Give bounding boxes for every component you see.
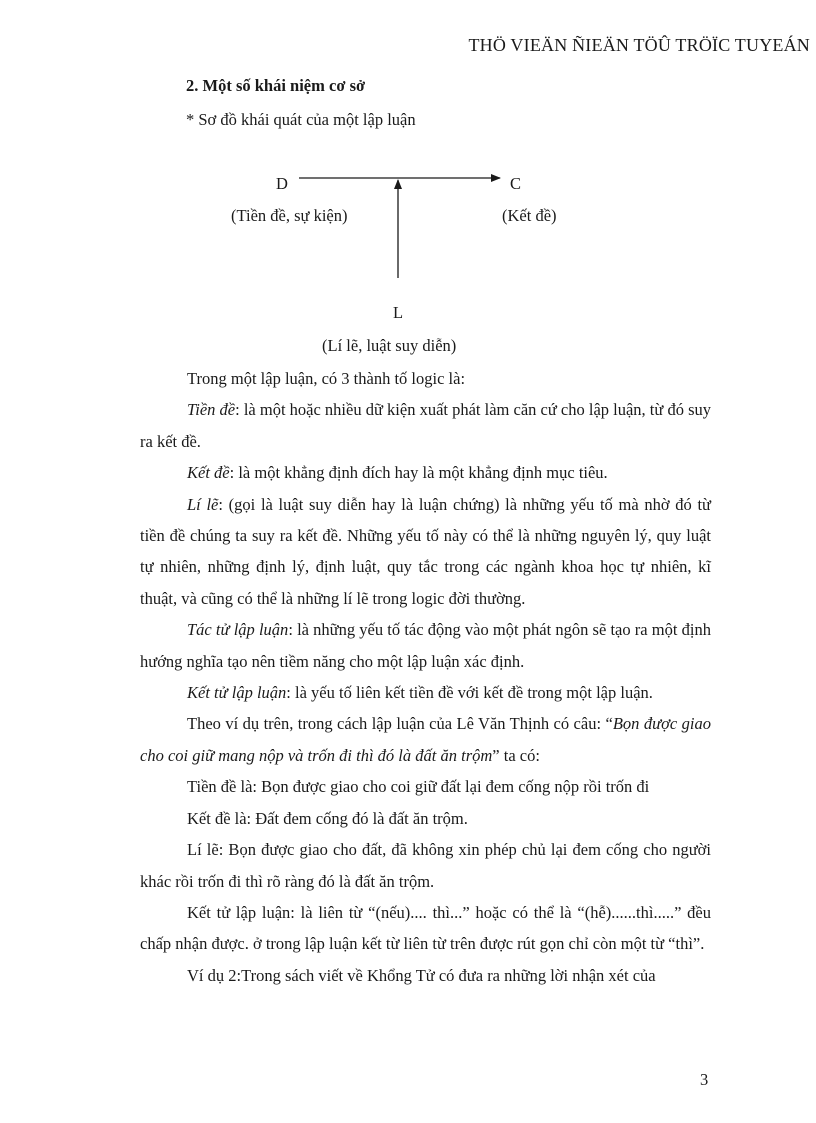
paragraph: Tiền đề là: Bọn được giao cho coi giữ đất lại đem cống nộp rồi trốn đi [187,777,650,797]
diagram-d-caption: (Tiền đề, sự kiện) [231,206,348,225]
paragraph: Theo ví dụ trên, trong cách lập luận của Lê Văn Thịnh có câu: “Bọn được giao cho coi giữ mang nộp và trốn đi thì đó là đất ăn trộm” ta có: [140,714,711,765]
paragraph: Kết tử lập luận: là liên từ “(nếu).... thì...” hoặc có thể là “(hễ)......thì.....” đều chấp nhận được. ở trong lập luận kết từ liên từ trên được rút gọn chỉ còn một từ “thì”. [140,902,711,954]
section-subheading: * Sơ đồ khái quát của một lập luận [186,110,416,129]
term: Lí lẽ [187,494,219,514]
diagram-d-label: D [276,174,288,193]
paragraph: Kết đề là: Đất đem cống đó là đất ăn trộm. [187,808,468,828]
diagram-l-caption: (Lí lẽ, luật suy diễn) [322,336,457,355]
body-text [140,363,711,991]
paragraph: Tác tử lập luận: là những yếu tố tác động vào một phát ngôn sẽ tạo ra một định hướng nghĩa tạo nên tiềm năng cho một lập luận xác định. [140,620,711,671]
paragraph: Lí lẽ: (gọi là luật suy diễn hay là luận chứng) là những yếu tố mà nhờ đó từ tiền đề chúng ta suy ra kết đề. Những yếu tố này có thể là những nguyên lý, quy luật tự nhiên, những định lý, định luật, quy tắc trong các ngành khoa học tự nhiên, kĩ thuật, và cũng có thể là những lí lẽ trong logic đời thường. [140,494,711,608]
term: Tác tử lập luận [187,620,289,640]
paragraph: Ví dụ 2:Trong sách viết về Khổng Tử có đưa ra những lời nhận xét của [187,965,656,985]
diagram-l-label: L [393,303,404,322]
page-number: 3 [700,1070,709,1089]
paragraph: Tiền đề: là một hoặc nhiều dữ kiện xuất phát làm căn cứ cho lập luận, từ đó suy ra kết đề. [140,400,711,451]
term: Kết đề [187,463,230,483]
page-header: THÖ VIEÄN ÑIEÄN TÖÛ TRÖÏC TUYEÁN [468,35,810,55]
diagram-c-caption: (Kết đề) [502,206,557,225]
diagram-c-label: C [510,174,522,193]
argument-diagram [0,0,816,360]
term: Kết tử lập luận [187,683,287,703]
paragraph: Lí lẽ: Bọn được giao cho đất, đã không xin phép chủ lại đem cống cho người khác rồi trốn đi thì rõ ràng đó là đất ăn trộm. [140,840,711,891]
term: Tiền đề [187,400,236,420]
section-heading: 2. Một số khái niệm cơ sở [186,76,366,95]
paragraph: Kết đề: là một khẳng định đích hay là một khẳng định mục tiêu. [187,463,608,483]
quote: Bọn được giao cho coi giữ mang nộp và trốn đi thì đó là đất ăn trộm [140,714,711,765]
paragraph: Trong một lập luận, có 3 thành tố logic là: [187,369,466,388]
paragraph: Kết tử lập luận: là yếu tố liên kết tiền đề với kết đề trong một lập luận. [187,683,653,703]
